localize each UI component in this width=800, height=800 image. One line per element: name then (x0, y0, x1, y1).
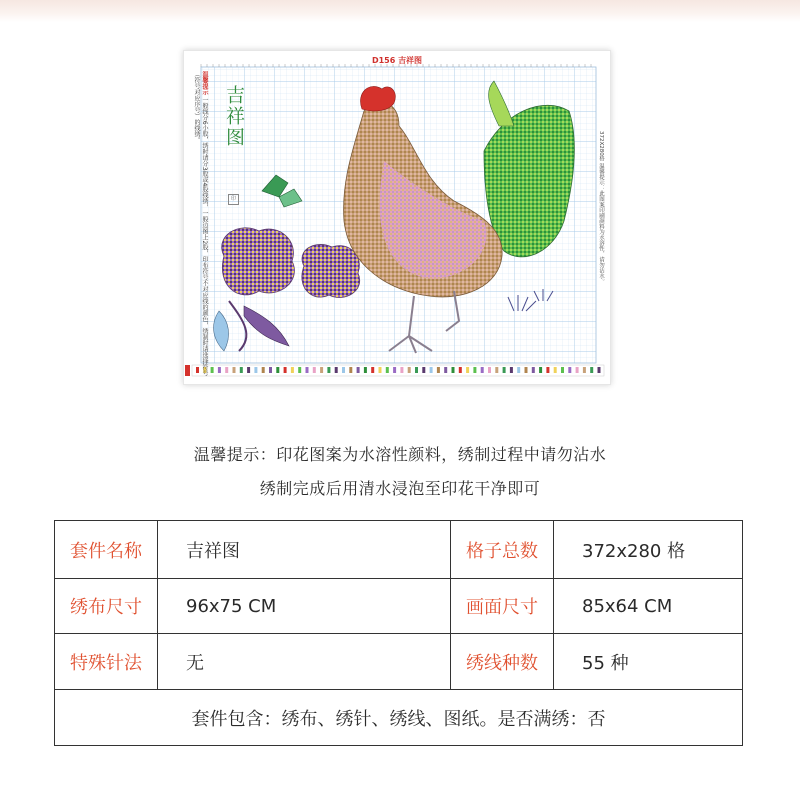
legend-swatch (488, 367, 491, 373)
legend-swatch (422, 367, 425, 373)
legend-swatch (262, 367, 265, 373)
legend-swatch (364, 367, 367, 373)
legend-swatch (400, 367, 403, 373)
legend-swatch (313, 367, 316, 373)
spec-value-fabric-size: 96x75 CM (158, 579, 451, 633)
legend-swatch (298, 367, 301, 373)
legend-swatch (459, 367, 462, 373)
legend-swatch (276, 367, 279, 373)
spec-value-image-size: 85x64 CM (582, 595, 673, 617)
legend-swatch (444, 367, 447, 373)
legend-swatch (240, 367, 243, 373)
legend-swatch (546, 367, 549, 373)
legend-swatch (284, 367, 287, 373)
legend-swatch (408, 367, 411, 373)
spec-label-fabric-size: 绣布尺寸 (55, 579, 158, 633)
spec-row (55, 579, 742, 634)
pattern-preview-card (183, 50, 611, 385)
spec-label-special-stitch: 特殊针法 (55, 634, 158, 689)
pattern-code-title: D156 吉祥图 (371, 56, 423, 65)
legend-swatch (452, 367, 455, 373)
spec-value-special-stitch: 无 (158, 634, 451, 689)
spec-kit-contents: 套件包含：绣布、绣针、绣线、图纸。是否满绣：否 (191, 708, 606, 730)
legend-swatch (306, 367, 309, 373)
spec-table (54, 520, 743, 746)
legend-swatch (371, 367, 374, 373)
legend-swatch (254, 367, 257, 373)
spec-value-grid-count: 372x280 格 (582, 540, 686, 562)
left-note-heading: 温馨提示 (201, 71, 208, 95)
tip-line-2: 绣制完成后用清水浸泡至印花干净即可 (259, 479, 541, 498)
legend-swatch (357, 367, 360, 373)
legend-swatch (233, 367, 236, 373)
legend-swatch (291, 367, 294, 373)
spec-label-grid-count: 格子总数 (451, 521, 554, 578)
legend-swatch (561, 367, 564, 373)
legend-swatch (349, 367, 352, 373)
legend-swatch (247, 367, 250, 373)
legend-swatch (510, 367, 513, 373)
legend-swatch (495, 367, 498, 373)
legend-swatch (437, 367, 440, 373)
spec-row (55, 634, 742, 690)
spec-label-kit-name: 套件名称 (55, 521, 158, 578)
legend-swatch (415, 367, 418, 373)
right-note-size: 372X280格 (598, 131, 604, 162)
legend-swatch (554, 367, 557, 373)
legend-swatch (539, 367, 542, 373)
legend-swatch (466, 367, 469, 373)
legend-swatch (269, 367, 272, 373)
legend-swatch (568, 367, 571, 373)
legend-swatch (327, 367, 330, 373)
spec-row (55, 521, 742, 579)
spec-row (55, 690, 742, 745)
legend-swatch (211, 367, 214, 373)
legend-swatch (590, 367, 593, 373)
legend-swatch (386, 367, 389, 373)
legend-swatch (342, 367, 345, 373)
spec-value-kit-name: 吉祥图 (158, 521, 451, 578)
thread-color-legend (185, 365, 604, 376)
calligraphy-title: 吉祥图 (223, 85, 245, 148)
legend-swatch (583, 367, 586, 373)
legend-swatch (225, 367, 228, 373)
red-seal-stamp: 印 (228, 194, 239, 205)
legend-swatch (393, 367, 396, 373)
legend-swatch (598, 367, 601, 373)
pattern-left-note (192, 71, 208, 384)
legend-swatch (379, 367, 382, 373)
legend-swatch (576, 367, 579, 373)
legend-swatch (473, 367, 476, 373)
top-decorative-strip (0, 0, 800, 22)
pattern-artwork (184, 51, 612, 386)
legend-swatch (430, 367, 433, 373)
pattern-right-note (586, 131, 604, 284)
legend-swatch (481, 367, 484, 373)
legend-swatch (503, 367, 506, 373)
legend-swatch (335, 367, 338, 373)
legend-swatch (320, 367, 323, 373)
right-note-tip: 温馨提示：此图案印刷颜料为水溶性，请勿沾水。 (598, 163, 604, 285)
spec-label-image-size: 画面尺寸 (451, 579, 554, 633)
legend-swatch (218, 367, 221, 373)
tip-line-1: 温馨提示：印花图案为水溶性颜料，绣制过程中请勿沾水 (193, 445, 607, 464)
legend-swatch (517, 367, 520, 373)
spec-label-thread-types: 绣线种数 (451, 634, 554, 689)
left-note-body: 一般线分6小股，绣时请分3股或4股线绣，一般边图上2股，印布符号不对应线的颜色，绣制时请选择符号（符号对应序号）的线绣。 (193, 71, 208, 377)
legend-swatch (532, 367, 535, 373)
legend-swatch (525, 367, 528, 373)
spec-value-thread-types: 55 种 (582, 652, 629, 674)
